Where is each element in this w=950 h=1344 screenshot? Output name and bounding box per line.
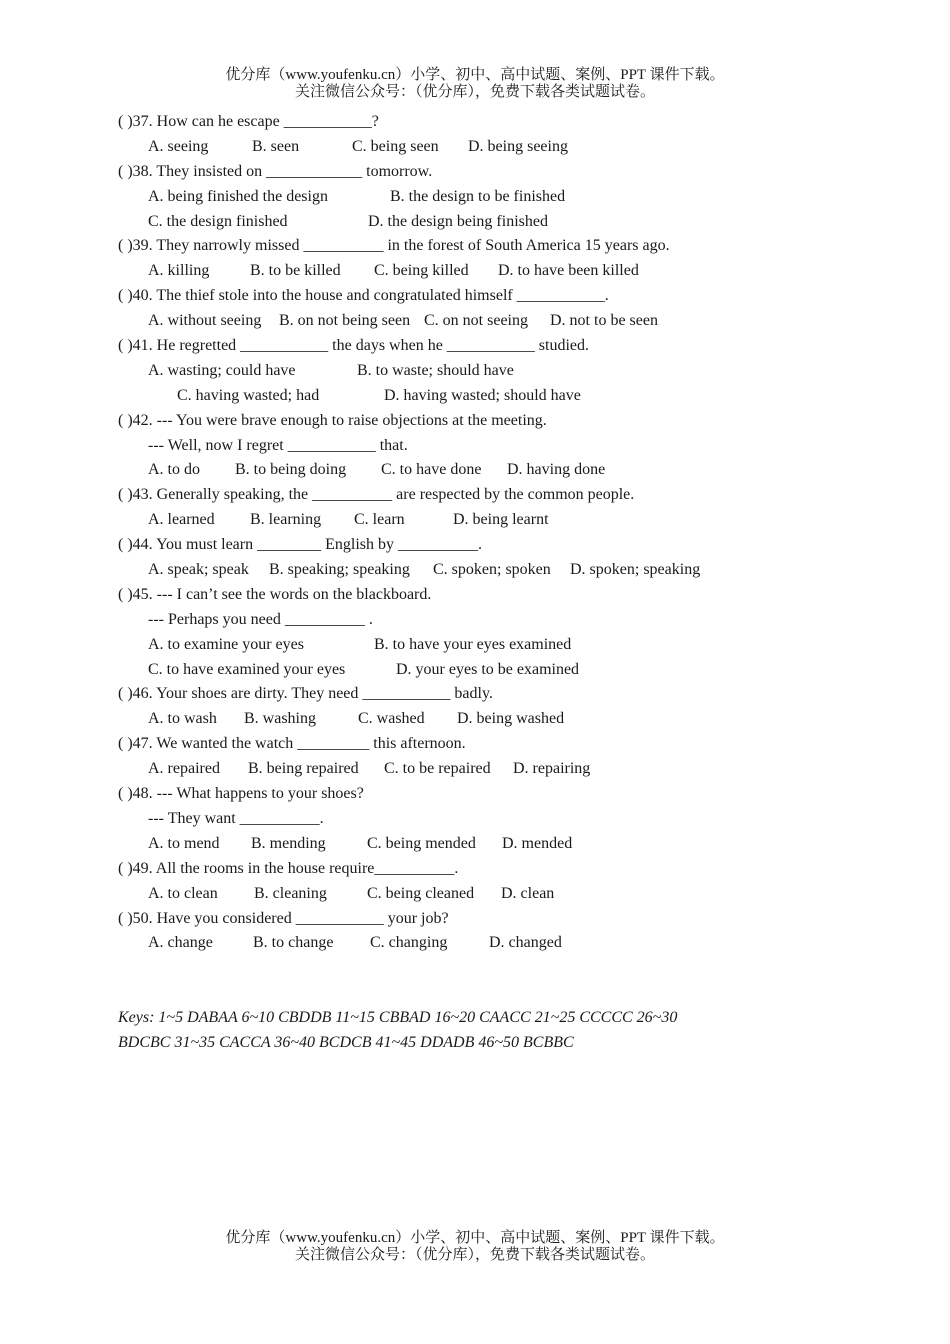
option-line: [118, 309, 918, 334]
option-text: D. to have been killed: [498, 262, 639, 280]
option-text: C. the design finished: [148, 212, 288, 230]
option-text: C. washed: [358, 710, 425, 728]
option-line: [118, 359, 918, 384]
option-text: C. being mended: [367, 834, 476, 852]
option-text: D. clean: [501, 884, 555, 902]
option-line: [118, 658, 918, 683]
option-text: D. the design being finished: [368, 212, 548, 230]
question-text: ( )47. We wanted the watch _________ this afternoon.: [118, 735, 466, 753]
option-text: A. to examine your eyes: [148, 635, 304, 653]
option-line: [118, 832, 918, 857]
question-line: [118, 409, 918, 434]
option-text: A. to clean: [148, 884, 218, 902]
header-line-1: 优分库（www.youfenku.cn）小学、初中、高中试题、案例、PPT 课件下载。: [225, 67, 725, 83]
option-text: --- They want __________.: [148, 809, 324, 827]
option-text: C. changing: [370, 934, 448, 952]
question-text: ( )42. --- You were brave enough to raise objections at the meeting.: [118, 411, 547, 429]
question-text: ( )37. How can he escape ___________?: [118, 113, 379, 130]
option-text: A. change: [148, 934, 213, 952]
option-line: [118, 707, 918, 732]
question-line: [118, 583, 918, 608]
option-line: [118, 807, 918, 832]
question-line: [118, 334, 918, 359]
option-text: D. being learnt: [453, 511, 549, 529]
option-line: [118, 931, 918, 956]
option-text: B. the design to be finished: [390, 187, 566, 205]
option-line: [118, 259, 918, 284]
option-line: [118, 434, 918, 459]
option-line: [118, 633, 918, 658]
option-text: B. speaking; speaking: [269, 561, 410, 579]
option-text: A. to do: [148, 461, 200, 479]
header-line-2: 关注微信公众号：（优分库），免费下载各类试题试卷。: [294, 84, 655, 100]
option-text: A. repaired: [148, 760, 220, 778]
question-text: ( )40. The thief stole into the house and congratulated himself ___________.: [118, 287, 609, 305]
option-text: B. to being doing: [235, 461, 347, 479]
option-text: B. cleaning: [254, 884, 327, 902]
option-text: D. being seeing: [468, 137, 568, 155]
question-text: ( )50. Have you considered ___________ your job?: [118, 909, 449, 927]
option-text: C. being seen: [352, 137, 439, 155]
option-text: A. to mend: [148, 834, 220, 852]
option-line: [118, 210, 918, 235]
option-line: [118, 558, 918, 583]
question-text: ( )46. Your shoes are dirty. They need ___________ badly.: [118, 685, 493, 703]
option-text: B. to have your eyes examined: [374, 635, 572, 653]
option-line: [118, 384, 918, 409]
option-text: A. killing: [148, 262, 210, 280]
option-text: C. to be repaired: [384, 760, 491, 778]
option-text: D. changed: [489, 934, 562, 952]
question-text: ( )44. You must learn ________ English by __________.: [118, 536, 482, 554]
option-text: B. to waste; should have: [357, 361, 514, 379]
option-text: C. to have examined your eyes: [148, 660, 346, 678]
option-text: C. being killed: [374, 262, 469, 280]
page-footer: [0, 1230, 950, 1264]
question-line: [118, 682, 918, 707]
question-line: [118, 857, 918, 882]
option-line: [118, 882, 918, 907]
option-text: B. on not being seen: [279, 312, 411, 330]
option-text: A. being finished the design: [148, 187, 328, 205]
option-text: C. to have done: [381, 461, 482, 479]
option-text: C. learn: [354, 511, 405, 529]
question-line: [118, 483, 918, 508]
option-text: A. to wash: [148, 710, 217, 728]
option-text: D. spoken; speaking: [570, 561, 701, 579]
question-text: ( )38. They insisted on ____________ tomorrow.: [118, 162, 433, 180]
option-text: D. not to be seen: [550, 312, 658, 330]
option-line: [118, 508, 918, 533]
option-text: B. learning: [250, 511, 322, 529]
question-line: [118, 234, 918, 259]
option-text: A. speak; speak: [148, 561, 249, 579]
option-text: A. learned: [148, 511, 215, 529]
option-text: --- Well, now I regret ___________ that.: [148, 436, 408, 454]
keys-line-2: BDCBC 31~35 CACCA 36~40 BCDCB 41~45 DDADB 46~50 BCBBC: [118, 1034, 574, 1051]
question-line: [118, 732, 918, 757]
option-text: A. seeing: [148, 137, 209, 155]
option-text: D. mended: [502, 834, 573, 852]
question-line: [118, 782, 918, 807]
option-text: C. having wasted; had: [177, 386, 320, 404]
option-text: D. having done: [507, 461, 606, 479]
question-text: ( )39. They narrowly missed __________ in the forest of South America 15 years ago.: [118, 237, 670, 255]
question-text: ( )49. All the rooms in the house require__________.: [118, 859, 459, 877]
option-text: B. to be killed: [250, 262, 341, 280]
question-line: [118, 160, 918, 185]
question-line: [118, 907, 918, 932]
option-line: [118, 757, 918, 782]
option-text: --- Perhaps you need __________ .: [148, 610, 373, 628]
option-text: C. spoken; spoken: [433, 561, 551, 579]
question-text: ( )48. --- What happens to your shoes?: [118, 785, 364, 803]
page-header: [0, 67, 950, 101]
option-text: A. wasting; could have: [148, 361, 296, 379]
option-line: [118, 185, 918, 210]
option-text: B. seen: [252, 137, 300, 155]
option-text: B. washing: [244, 710, 316, 728]
option-text: B. being repaired: [248, 760, 359, 778]
option-text: D. repairing: [513, 760, 591, 778]
question-line: [118, 110, 918, 135]
option-text: D. being washed: [457, 710, 565, 728]
keys-line-1: Keys: 1~5 DABAA 6~10 CBDDB 11~15 CBBAD 16~20 CAACC 21~25 CCCCC 26~30: [118, 1009, 678, 1026]
question-line: [118, 284, 918, 309]
question-line: [118, 533, 918, 558]
option-text: C. being cleaned: [367, 884, 475, 902]
question-text: ( )41. He regretted ___________ the days when he ___________ studied.: [118, 337, 590, 355]
footer-line-1: 优分库（www.youfenku.cn）小学、初中、高中试题、案例、PPT 课件下载。: [225, 1230, 725, 1246]
option-text: D. having wasted; should have: [384, 386, 581, 404]
option-line: [118, 458, 918, 483]
question-text: ( )45. --- I can’t see the words on the blackboard.: [118, 585, 432, 603]
answer-keys: [118, 1005, 918, 1055]
option-text: C. on not seeing: [424, 312, 528, 330]
option-line: [118, 608, 918, 633]
option-text: D. your eyes to be examined: [396, 660, 580, 678]
question-text: ( )43. Generally speaking, the __________ are respected by the common people.: [118, 486, 635, 504]
option-text: B. mending: [251, 834, 326, 852]
footer-line-2: 关注微信公众号：（优分库），免费下载各类试题试卷。: [294, 1247, 655, 1263]
option-text: A. without seeing: [148, 312, 262, 330]
question-list: [118, 110, 918, 956]
option-line: [118, 135, 918, 160]
option-text: B. to change: [253, 934, 334, 952]
